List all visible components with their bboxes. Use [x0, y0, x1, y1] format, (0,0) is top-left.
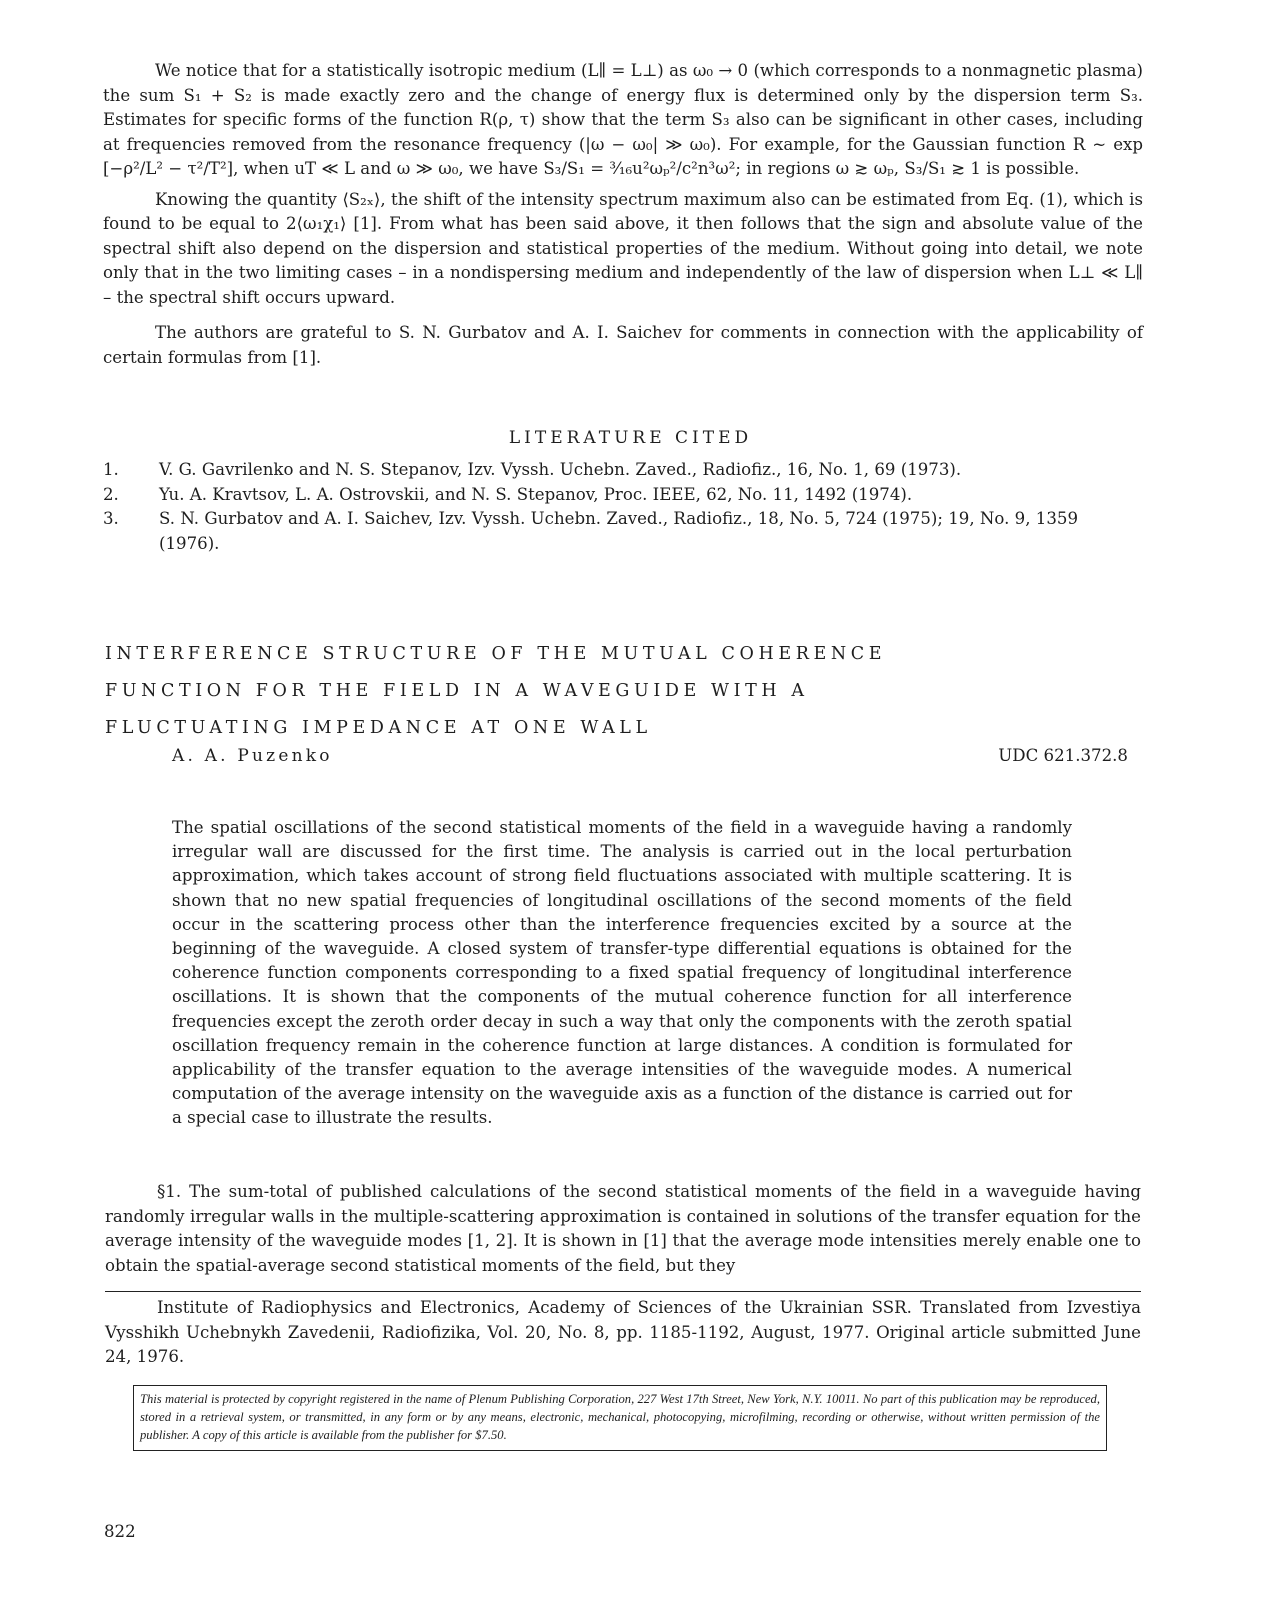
udc-code: UDC 621.372.8 [998, 746, 1128, 765]
literature-cited-heading: LITERATURE CITED [508, 428, 753, 448]
section-1-paragraph: §1. The sum-total of published calculations of the second statistical moments of the field in a waveguide having randomly irregular walls in the multiple-scattering approximation is contained in solutions of the transfer equation for the average intensity of the waveguide modes [1, 2]. It is shown in [1] that the average mode intensities merely enable one to obtain the spatial-average second statistical moments of the field, but they [105, 1182, 1141, 1275]
footnote-divider [105, 1291, 1141, 1292]
reference-text: Yu. A. Kravtsov, L. A. Ostrovskii, and N. S. Stepanov, Proc. IEEE, 62, No. 11, 1492 (1974). [159, 484, 913, 504]
article-title [105, 636, 886, 747]
paragraph-spectral-shift: Knowing the quantity ⟨S₂ₓ⟩, the shift of the intensity spectrum maximum also can be estimated from Eq. (1), which is found to be equal to 2⟨ω₁χ₁⟩ [1]. From what has been said above, it then follows that the sign and absolute value of the spectral shift also depend on the dispersion and statistical properties of the medium. Without going into detail, we note only that in the two limiting cases – in a nondispersing medium and independently of the law of dispersion when L⊥ ≪ L∥ – the spectral shift occurs upward. [103, 189, 1143, 307]
title-line: INTERFERENCE STRUCTURE OF THE MUTUAL COHERENCE [105, 644, 887, 664]
footnote-text: Institute of Radiophysics and Electronics, Academy of Sciences of the Ukrainian SSR. Translated from Izvestiya Vysshikh Uchebnykh Zavedenii, Radiofizika, Vol. 20, No. 8, pp. 1185-1192, August, 1977. Original article submitted June 24, 1976. [105, 1298, 1141, 1366]
abstract: The spatial oscillations of the second statistical moments of the field in a waveguide having a randomly irregular wall are discussed for the first time. The analysis is carried out in the local perturbation approximation, which takes account of strong field fluctuations associated with multiple scattering. It is shown that no new spatial frequencies of longitudinal oscillations of the second moments of the field occur in the scattering process other than the interference frequencies excited by a source at the beginning of the waveguide. A closed system of transfer-type differential equations is obtained for the coherence function components corresponding to a fixed spatial frequency of longitudinal interference oscillations. It is shown that the components of the mutual coherence function for all interference frequencies except the zeroth order decay in such a way that only the components with the zeroth spatial oscillation frequency remain in the coherence function at large distances. A condition is formulated for applicability of the transfer equation to the average intensities of the waveguide modes. A numerical computation of the average intensity on the waveguide axis as a function of the distance is carried out for a special case to illustrate the results. [172, 818, 1072, 1128]
reference-text: S. N. Gurbatov and A. I. Saichev, Izv. Vyssh. Uchebn. Zaved., Radiofiz., 18, No. 5, 724 (1975); 19, No. 9, 1359 (1976). [159, 509, 1078, 553]
copyright-notice: This material is protected by copyright registered in the name of Plenum Publishing Corporation, 227 West 17th Street, New York, N.Y. 10011. No part of this publication may be reproduced, stored in a retrieval system, or transmitted, in any form or by any means, electronic, mechanical, photocopying, microfilming, recording or otherwise, without written permission of the publisher. A copy of this article is available from the publisher for $7.50. [133, 1385, 1107, 1451]
reference-item [103, 458, 1143, 483]
reference-item [103, 483, 1143, 508]
footnote [105, 1296, 1141, 1370]
title-line: FLUCTUATING IMPEDANCE AT ONE WALL [105, 718, 652, 738]
previous-article-text [103, 59, 1143, 370]
reference-item [103, 507, 1143, 556]
title-line: FUNCTION FOR THE FIELD IN A WAVEGUIDE WITH A [105, 681, 809, 701]
reference-number: 1. [103, 460, 119, 479]
page-number: 822 [104, 1522, 136, 1541]
reference-number: 2. [103, 484, 119, 504]
reference-number: 3. [103, 509, 119, 528]
reference-text: V. G. Gavrilenko and N. S. Stepanov, Izv. Vyssh. Uchebn. Zaved., Radiofiz., 16, No. 1, 69 (1973). [159, 460, 962, 479]
paragraph-isotropic-medium: We notice that for a statistically isotropic medium (L∥ = L⊥) as ω₀ → 0 (which corresponds to a nonmagnetic plasma) the sum S₁ + S₂ is made exactly zero and the change of energy flux is determined only by the dispersion term S₃. Estimates for specific forms of the function R(ρ, τ) show that the term S₃ also can be significant in other cases, including at frequencies removed from the resonance frequency (|ω − ω₀| ≫ ω₀). For example, for the Gaussian function R ~ exp [−ρ²/L² − τ²/T²], when uT ≪ L and ω ≫ ω₀, we have S₃/S₁ = ³⁄₁₆u²ωₚ²/c²n³ω²; in regions ω ≳ ωₚ, S₃/S₁ ≳ 1 is possible. [103, 61, 1143, 178]
reference-list [103, 458, 1143, 556]
paragraph-acknowledgment: The authors are grateful to S. N. Gurbatov and A. I. Saichev for comments in connection with the applicability of certain formulas from [1]. [103, 323, 1143, 367]
article-author: A. A. Puzenko [172, 746, 333, 766]
section-1-text [105, 1180, 1141, 1278]
